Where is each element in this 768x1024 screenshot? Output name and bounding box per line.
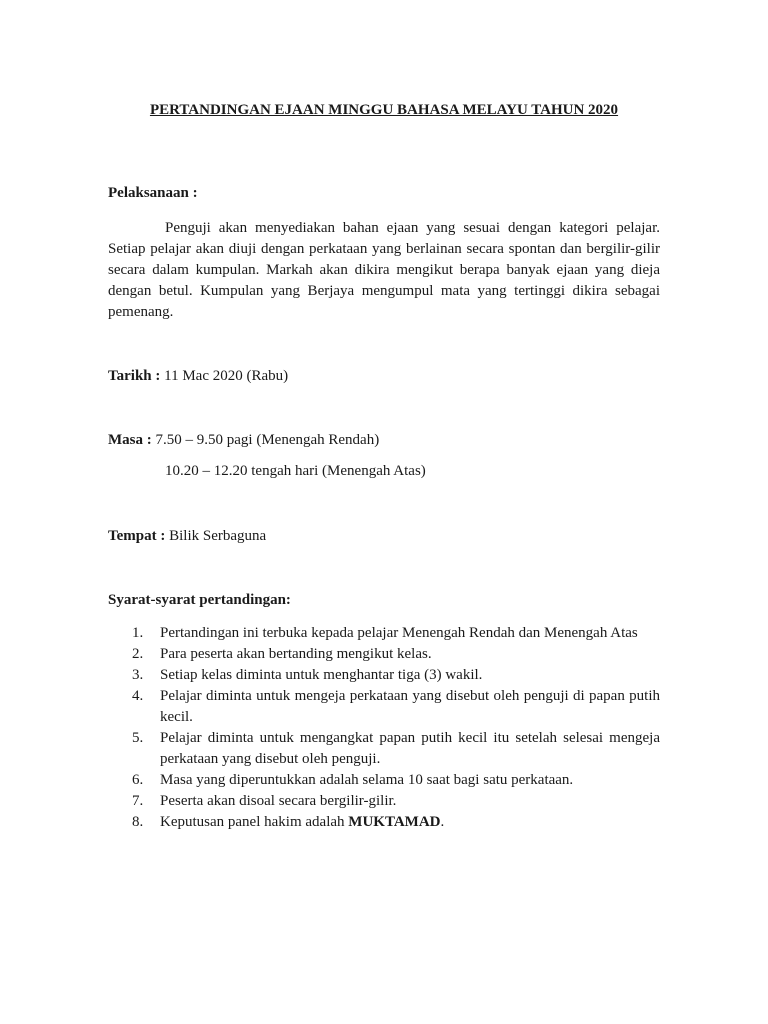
list-item-text: Keputusan panel hakim adalah bbox=[160, 814, 349, 830]
document-title: PERTANDINGAN EJAAN MINGGU BAHASA MELAYU TAHUN 2020 bbox=[149, 102, 619, 118]
list-item-text: Pelajar diminta untuk mengeja perkataan yang disebut oleh penguji di papan putih kecil. bbox=[160, 688, 660, 725]
masa-value-1: 7.50 – 9.50 pagi (Menengah Rendah) bbox=[151, 432, 380, 448]
muktamad-emphasis: MUKTAMAD bbox=[348, 814, 441, 830]
tarikh-line bbox=[108, 368, 288, 385]
list-item-text: Peserta akan disoal secara bergilir-gilir. bbox=[160, 793, 397, 809]
syarat-list bbox=[108, 623, 660, 833]
list-item: 2. Para peserta akan bertanding mengikut kelas. bbox=[132, 646, 432, 662]
list-item: 1. Pertandingan ini terbuka kepada pelajar Menengah Rendah dan Menengah Atas bbox=[132, 625, 638, 641]
list-item: 6. Masa yang diperuntukkan adalah selama 10 saat bagi satu perkataan. bbox=[132, 772, 574, 788]
list-item-text: Para peserta akan bertanding mengikut kelas. bbox=[160, 646, 432, 662]
list-item: 4. Pelajar diminta untuk mengeja perkataan yang disebut oleh penguji di papan putih kecil. bbox=[132, 688, 660, 725]
list-item: 3. Setiap kelas diminta untuk menghantar tiga (3) wakil. bbox=[132, 667, 483, 683]
syarat-heading: Syarat-syarat pertandingan: bbox=[108, 592, 291, 608]
list-item-text: Pelajar diminta untuk mengangkat papan putih kecil itu setelah selesai mengeja perkataan yang disebut oleh penguji. bbox=[160, 730, 660, 767]
list-item-text: Setiap kelas diminta untuk menghantar tiga (3) wakil. bbox=[160, 667, 483, 683]
tempat-line bbox=[108, 528, 266, 545]
pelaksanaan-paragraph: Penguji akan menyediakan bahan ejaan yang sesuai dengan kategori pelajar. Setiap pelajar akan diuji dengan perkataan yang berlainan secara spontan dan bergilir-gilir secara dalam kumpulan. Markah akan dikira mengikut berapa banyak ejaan yang dieja dengan betul. Kumpulan yang Berjaya mengumpul mata yang tertinggi dikira sebagai pemenang. bbox=[108, 220, 660, 320]
masa-line bbox=[108, 432, 379, 449]
tempat-label: Tempat : bbox=[108, 528, 166, 544]
list-item-text: Pertandingan ini terbuka kepada pelajar Menengah Rendah dan Menengah Atas bbox=[160, 625, 638, 641]
list-item: 7. Peserta akan disoal secara bergilir-gilir. bbox=[132, 793, 397, 809]
list-item: 8. Keputusan panel hakim adalah MUKTAMAD. bbox=[132, 814, 445, 830]
masa-value-2: 10.20 – 12.20 tengah hari (Menengah Atas) bbox=[165, 463, 426, 479]
list-item-suffix: . bbox=[440, 814, 445, 830]
pelaksanaan-heading: Pelaksanaan : bbox=[108, 185, 198, 201]
tarikh-value: 11 Mac 2020 (Rabu) bbox=[160, 368, 289, 384]
list-item: 5. Pelajar diminta untuk mengangkat papan putih kecil itu setelah selesai mengeja perkataan yang disebut oleh penguji. bbox=[132, 730, 660, 767]
masa-label: Masa : bbox=[108, 432, 152, 448]
tarikh-label: Tarikh : bbox=[108, 368, 161, 384]
tempat-value: Bilik Serbaguna bbox=[165, 528, 267, 544]
list-item-text: Masa yang diperuntukkan adalah selama 10 saat bagi satu perkataan. bbox=[160, 772, 574, 788]
